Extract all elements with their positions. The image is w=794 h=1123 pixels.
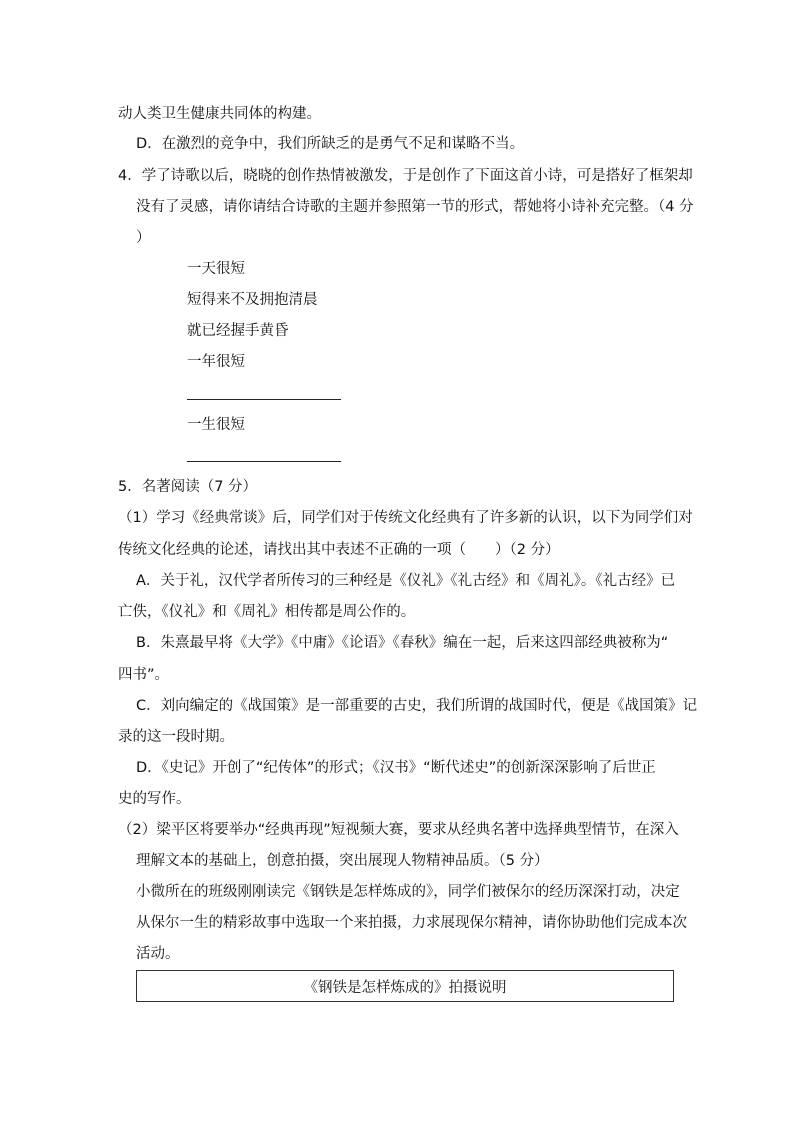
poem-line-5: 一生很短 xyxy=(187,417,245,433)
poem-line-1: 一天很短 xyxy=(187,261,245,277)
poem-blank-1[interactable] xyxy=(187,399,341,400)
q4-prompt-line2: 没有了灵感，请你请结合诗歌的主题并参照第一节的形式，帮她将小诗补充完整。（4 分 xyxy=(136,199,694,215)
q5-option-a-line2: 亡佚，《仪礼》和《周礼》相传都是周公作的。 xyxy=(118,604,416,620)
q5-option-b-line1: B．朱熹最早将《大学》《中庸》《论语》《春秋》编在一起，后来这四部经典被称为“ xyxy=(136,635,669,651)
q5-part2-line4: 从保尔一生的精彩故事中选取一个来拍摄，力求展现保尔精神，请你协助他们完成本次 xyxy=(136,915,687,931)
q5-part1-line1: （1）学习《经典常谈》后，同学们对于传统文化经典有了许多新的认识，以下为同学们对 xyxy=(118,510,693,526)
table-header-title: 《钢铁是怎样炼成的》拍摄说明 xyxy=(303,979,507,996)
q5-option-b-line2: 四书”。 xyxy=(118,667,170,683)
poem-line-3: 就已经握手黄昏 xyxy=(187,323,289,339)
q5-option-d-line1: D．《史记》开创了“纪传体”的形式；《汉书》“断代述史”的创新深深影响了后世正 xyxy=(136,760,656,776)
q5-option-c-line2: 录的这一段时期。 xyxy=(118,729,234,745)
q3-option-d: D．在激烈的竞争中，我们所缺乏的是勇气不足和谋略不当。 xyxy=(136,136,525,152)
q5-part2-line2: 理解文本的基础上，创意拍摄，突出展现人物精神品质。（5 分） xyxy=(136,853,549,869)
poem-line-2: 短得来不及拥抱清晨 xyxy=(187,292,318,308)
q5-option-c-line1: C．刘向编定的《战国策》是一部重要的古史，我们所谓的战国时代，便是《战国策》记 xyxy=(136,698,698,714)
q5-part2-line5: 活动。 xyxy=(136,946,180,962)
q5-option-d-line2: 史的写作。 xyxy=(118,791,191,807)
q4-prompt-line3: ） xyxy=(136,230,151,246)
q5-part1-line2: 传统文化经典的论述，请找出其中表述不正确的一项（ ）（2 分） xyxy=(118,542,560,558)
q5-title: 5．名著阅读（7 分） xyxy=(118,479,258,495)
shooting-instructions-table-header xyxy=(136,970,674,1002)
q5-part2-line3: 小微所在的班级刚刚读完《钢铁是怎样炼成的》，同学们被保尔的经历深深打动，决定 xyxy=(136,884,680,900)
q5-option-a-line1: A．关于礼，汉代学者所传习的三种经是《仪礼》《礼古经》和《周礼》。《礼古经》已 xyxy=(136,573,676,589)
poem-blank-2[interactable] xyxy=(187,461,341,462)
poem-line-4: 一年很短 xyxy=(187,354,245,370)
q4-prompt-line1: 4．学了诗歌以后，晓晓的创作热情被激发，于是创作了下面这首小诗，可是搭好了框架却 xyxy=(118,168,693,184)
q3-continuation-line: 动人类卫生健康共同体的构建。 xyxy=(118,106,321,122)
q5-part2-line1: （2）梁平区将要举办“经典再现”短视频大赛，要求从经典名著中选择典型情节，在深入 xyxy=(118,822,679,838)
